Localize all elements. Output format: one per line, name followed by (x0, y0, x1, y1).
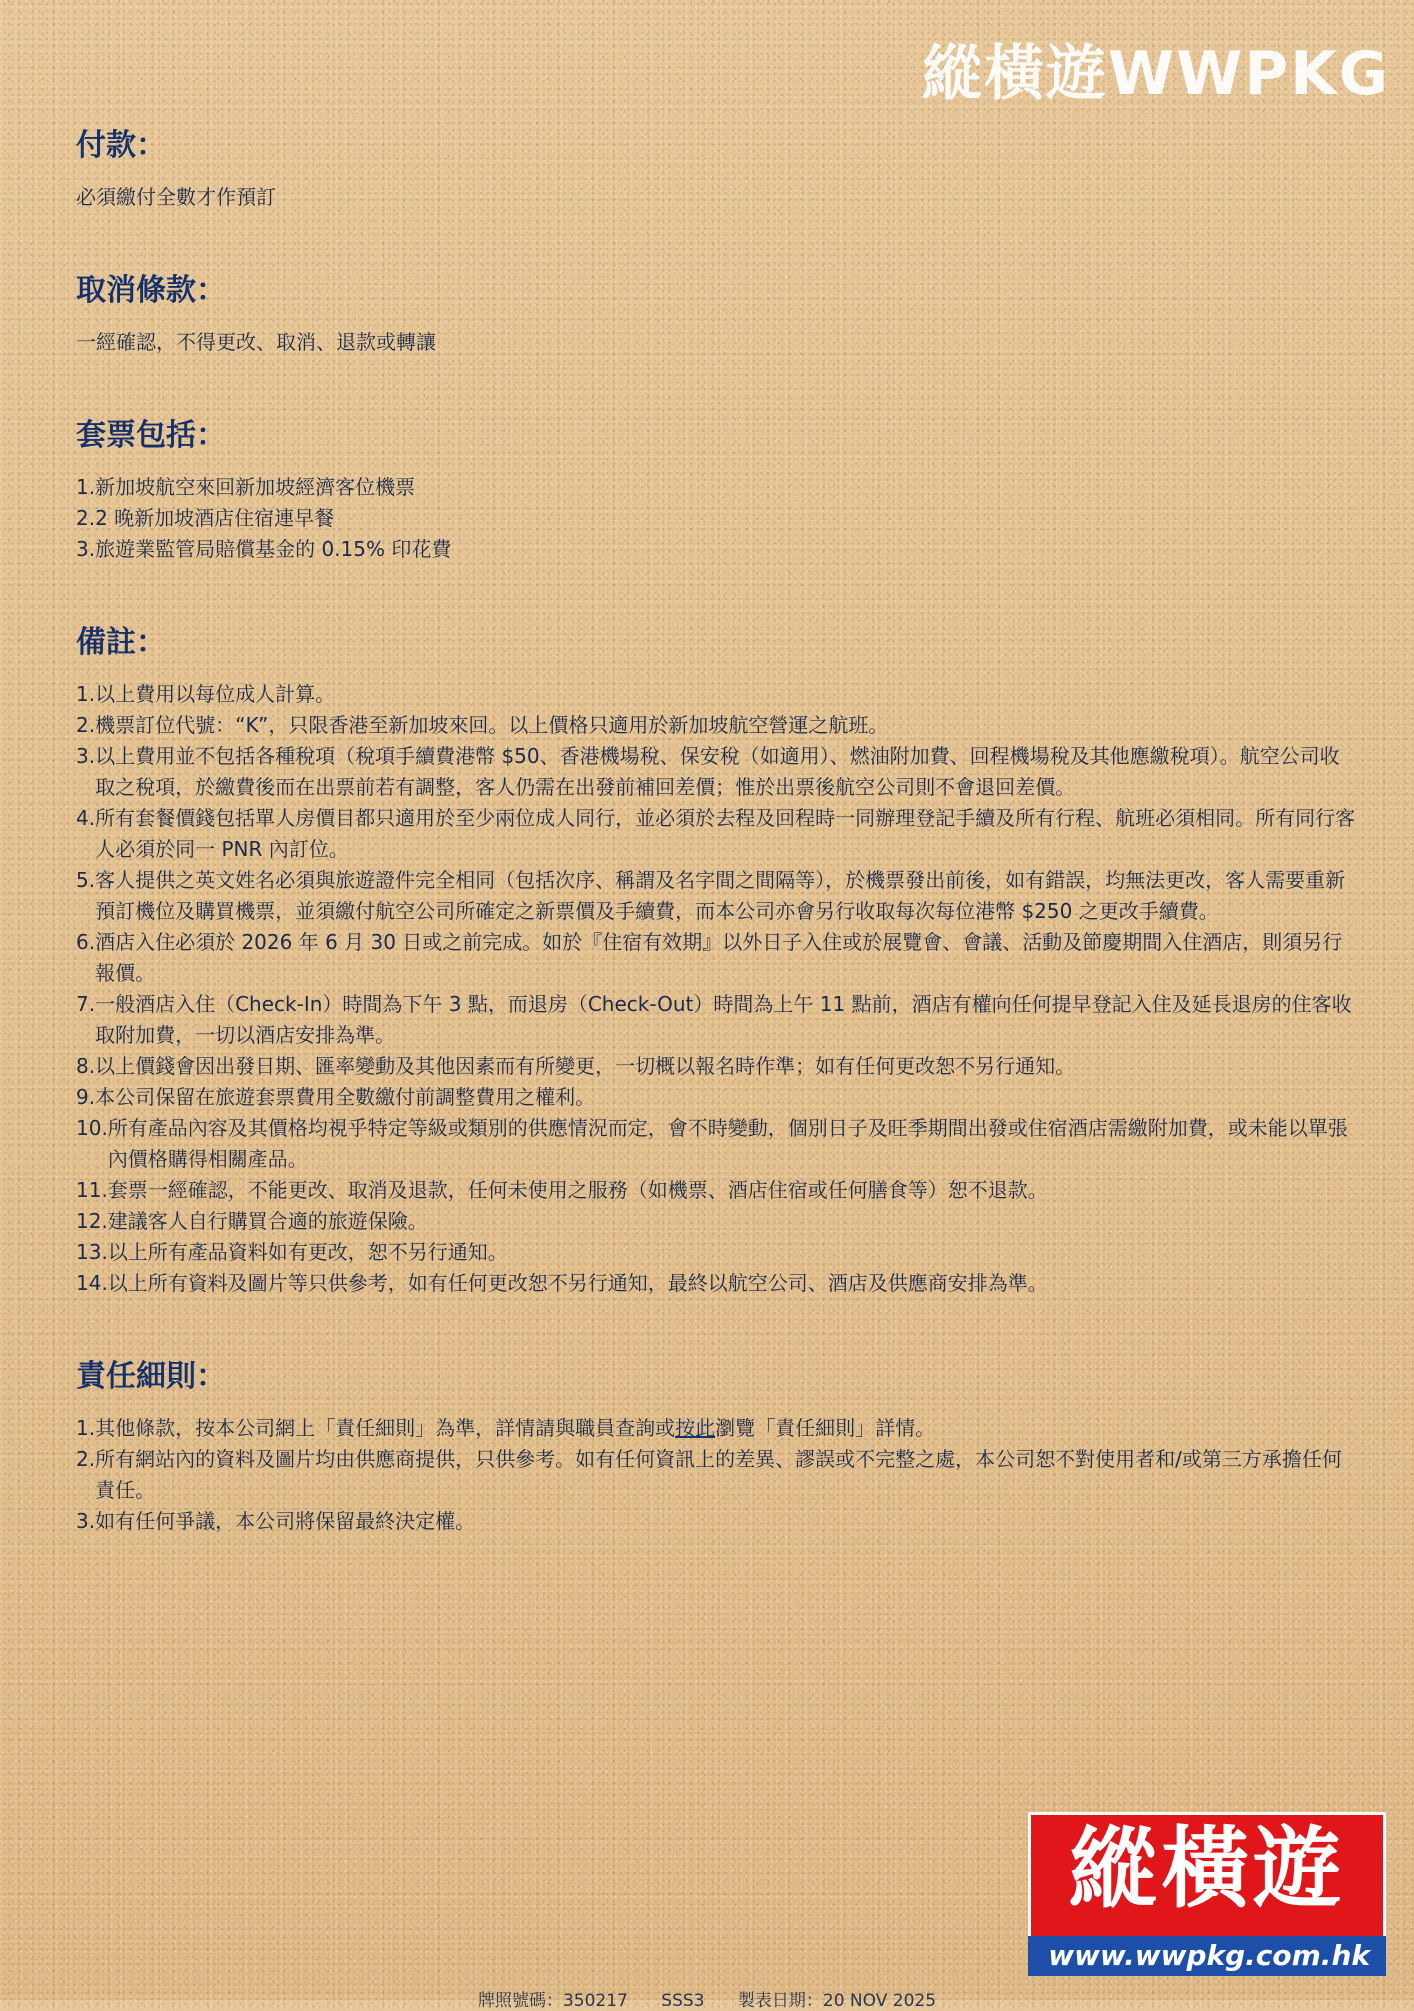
list-item (76, 472, 1356, 503)
list-item-text: 旅遊業監管局賠償基金的 0.15% 印花費 (95, 537, 452, 561)
list-item-text (95, 1413, 1356, 1444)
list-item-text: 2 晚新加坡酒店住宿連早餐 (95, 506, 335, 530)
list-item-text: 以上所有產品資料如有更改，恕不另行通知。 (107, 1240, 508, 1264)
list-item-number: 1. (76, 682, 96, 706)
package-title: 套票包括： (76, 418, 226, 453)
list-item-text: 新加坡航空來回新加坡經濟客位機票 (95, 475, 416, 499)
list-item-text: 所有套餐價錢包括單人房價目都只適用於至少兩位成人同行，並必須於去程及回程時一同辦理登記手續及所有行程、航班必須相同。所有同行客人必須於同一 PNR 內訂位。 (95, 806, 1356, 861)
payment-section (76, 128, 1356, 213)
wwpkg-brand-logo (1028, 1812, 1386, 1976)
list-item (76, 1175, 1356, 1206)
cancellation-section (76, 273, 1356, 358)
list-item-text: 以上所有資料及圖片等只供參考，如有任何更改恕不另行通知，最終以航空公司、酒店及供應商安排為準。 (107, 1271, 1048, 1295)
product-code: SSS3 (661, 1991, 705, 2011)
list-item-number: 4. (76, 806, 96, 830)
list-item-number: 3. (76, 537, 96, 561)
list-item-number: 1. (76, 1416, 96, 1440)
list-item-number: 6. (76, 930, 96, 954)
list-item-number: 13. (76, 1240, 108, 1264)
package-list (76, 472, 1356, 565)
list-item (76, 803, 1356, 865)
list-item-number: 10. (76, 1116, 108, 1140)
list-item (76, 1506, 1356, 1537)
list-item-number: 3. (76, 744, 96, 768)
remarks-title: 備註： (76, 625, 166, 660)
list-item-text: 一般酒店入住（Check-In）時間為下午 3 點，而退房（Check-Out）時間為上午 11 點前，酒店有權向任何提早登記入住及延長退房的住客收取附加費，一切以酒店安排為準。 (95, 992, 1352, 1047)
list-item (76, 1413, 1356, 1444)
list-item-text: 所有產品內容及其價格均視乎特定等級或類別的供應情況而定，會不時變動，個別日子及旺季期間出發或住宿酒店需繳附加費，或未能以單張內價格購得相關產品。 (107, 1116, 1348, 1171)
list-item-text: 客人提供之英文姓名必須與旅遊證件完全相同（包括次序、稱謂及名字間之間隔等），於機票發出前後，如有錯誤，均無法更改，客人需要重新預訂機位及購買機票，並須繳付航空公司所確定之新票價及手續費，而本公司亦會另行收取每次每位港幣 $250 之更改手續費。 (95, 868, 1346, 923)
list-item-text: 建議客人自行購買合適的旅遊保險。 (107, 1209, 428, 1233)
liability-list (76, 1413, 1356, 1537)
list-item (76, 534, 1356, 565)
list-item-number: 11. (76, 1178, 108, 1202)
list-item-text: 套票一經確認，不能更改、取消及退款，任何未使用之服務（如機票、酒店住宿或任何膳食等）恕不退款。 (107, 1178, 1048, 1202)
list-item-number: 2. (76, 506, 96, 530)
list-item-number: 2. (76, 1447, 96, 1471)
list-item (76, 1051, 1356, 1082)
list-item (76, 1237, 1356, 1268)
list-item-number: 9. (76, 1085, 96, 1109)
brand-url: www.wwpkg.com.hk (1028, 1936, 1386, 1976)
list-item-number: 2. (76, 713, 96, 737)
list-item-number: 3. (76, 1509, 96, 1533)
list-item-text: 本公司保留在旅遊套票費用全數繳付前調整費用之權利。 (95, 1085, 596, 1109)
list-item-text: 所有網站內的資料及圖片均由供應商提供，只供參考。如有任何資訊上的差異、謬誤或不完整之處，本公司恕不對使用者和/或第三方承擔任何責任。 (95, 1447, 1342, 1502)
list-item-text: 以上費用以每位成人計算。 (95, 682, 336, 706)
list-item (76, 710, 1356, 741)
list-item-number: 1. (76, 475, 96, 499)
cancellation-title: 取消條款： (76, 273, 226, 308)
list-item-text: 以上價錢會因出發日期、匯率變動及其他因素而有所變更，一切概以報名時作準；如有任何更改恕不另行通知。 (95, 1054, 1076, 1078)
footer-info (0, 1986, 1414, 2011)
remarks-section (76, 625, 1356, 1299)
list-item-text: 以上費用並不包括各種稅項（稅項手續費港幣 $50、香港機場稅、保安稅（如適用）、燃油附加費、回程機場稅及其他應繳稅項）。航空公司收取之稅項，於繳費後而在出票前若有調整，客人仍需在出發前補回差價；惟於出票後航空公司則不會退回差價。 (95, 744, 1340, 799)
liability-text-after: 瀏覽「責任細則」詳情。 (715, 1416, 936, 1440)
list-item (76, 927, 1356, 989)
list-item-text: 酒店入住必須於 2026 年 6 月 30 日或之前完成。如於『住宿有效期』以外日子入住或於展覽會、會議、活動及節慶期間入住酒店，則須另行報價。 (95, 930, 1343, 985)
list-item-number: 8. (76, 1054, 96, 1078)
list-item-text: 如有任何爭議，本公司將保留最終決定權。 (95, 1509, 476, 1533)
liability-text-before: 其他條款，按本公司網上「責任細則」為準，詳情請與職員查詢或 (95, 1416, 676, 1440)
list-item (76, 679, 1356, 710)
click-here-link[interactable]: 按此 (675, 1416, 716, 1440)
brand-name: 縱橫遊 (1068, 1817, 1345, 1920)
terms-content (76, 120, 1356, 1537)
list-item (76, 1113, 1356, 1175)
list-item-number: 7. (76, 992, 96, 1016)
cancellation-text: 一經確認，不得更改、取消、退款或轉讓 (76, 330, 436, 354)
payment-text: 必須繳付全數才作預訂 (76, 185, 276, 209)
list-item (76, 503, 1356, 534)
license-number: 牌照號碼：350217 (477, 1991, 628, 2011)
list-item-text: 機票訂位代號：“K”，只限香港至新加坡來回。以上價格只適用於新加坡航空營運之航班。 (95, 713, 889, 737)
list-item (76, 1268, 1356, 1299)
list-item-number: 14. (76, 1271, 108, 1295)
list-item-number: 12. (76, 1209, 108, 1233)
remarks-list (76, 679, 1356, 1299)
top-watermark-logo: 縱橫遊WWPKG (921, 39, 1390, 109)
package-section (76, 418, 1356, 565)
list-item (76, 865, 1356, 927)
list-item-number: 5. (76, 868, 96, 892)
liability-section (76, 1359, 1356, 1537)
list-item (76, 741, 1356, 803)
list-item (76, 1206, 1356, 1237)
liability-title: 責任細則： (76, 1359, 226, 1394)
list-item (76, 989, 1356, 1051)
issue-date: 製表日期：20 NOV 2025 (737, 1991, 937, 2011)
payment-title: 付款： (76, 128, 166, 163)
list-item (76, 1082, 1356, 1113)
list-item (76, 1444, 1356, 1506)
